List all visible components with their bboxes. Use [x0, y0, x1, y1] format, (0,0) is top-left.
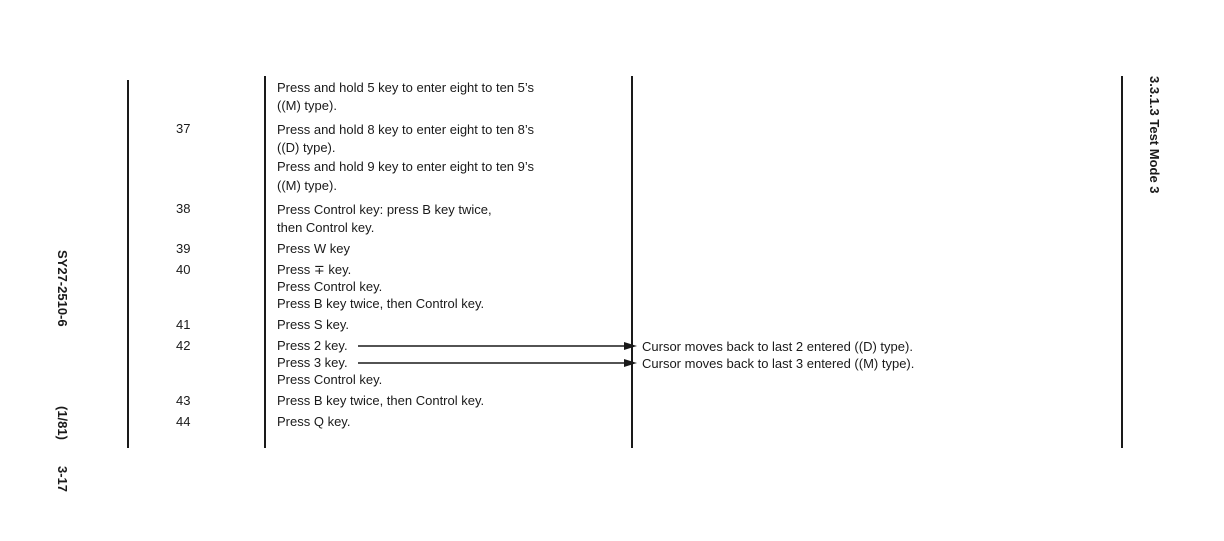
instruction-line: Press and hold 9 key to enter eight to ten 9’s	[277, 159, 535, 174]
instruction-line: Press Control key: press B key twice,	[277, 202, 492, 217]
arrowhead	[624, 342, 637, 350]
instruction-line: Press and hold 5 key to enter eight to ten 5’s	[277, 80, 535, 95]
document-number: SY27-2510-6	[55, 250, 70, 327]
instruction-line: Press 2 key.	[277, 338, 348, 353]
instruction-line: Press B key twice, then Control key.	[277, 393, 485, 408]
result-line: Cursor moves back to last 2 entered ((D) type).	[642, 339, 913, 354]
instruction-line: Press and hold 8 key to enter eight to ten 8’s	[277, 122, 535, 137]
instruction-line: ((M) type).	[277, 178, 337, 193]
step-number: 42	[176, 338, 191, 353]
instruction-line: ((D) type).	[277, 140, 336, 155]
step-number: 43	[176, 393, 191, 408]
step-number: 37	[176, 121, 191, 136]
step-number: 38	[176, 201, 191, 216]
instruction-line: Press Q key.	[277, 414, 351, 429]
instruction-line: Press B key twice, then Control key.	[277, 296, 485, 311]
edition-date: (1/81)	[55, 406, 70, 440]
instruction-line: then Control key.	[277, 220, 375, 235]
instruction-line: Press Control key.	[277, 372, 383, 387]
instruction-line: ((M) type).	[277, 98, 337, 113]
instruction-line: Press 3 key.	[277, 355, 348, 370]
instruction-line: Press W key	[277, 241, 350, 256]
step-number: 40	[176, 262, 191, 277]
result-line: Cursor moves back to last 3 entered ((M) type).	[642, 356, 915, 371]
page-number: 3-17	[55, 466, 70, 493]
step-number: 39	[176, 241, 191, 256]
instruction-line: Press ∓ key.	[277, 262, 352, 277]
section-title: 3.3.1.3 Test Mode 3	[1147, 76, 1162, 194]
arrowhead	[624, 359, 637, 367]
step-number: 44	[176, 414, 191, 429]
instruction-line: Press S key.	[277, 317, 350, 332]
step-number: 41	[176, 317, 191, 332]
instruction-line: Press Control key.	[277, 279, 383, 294]
